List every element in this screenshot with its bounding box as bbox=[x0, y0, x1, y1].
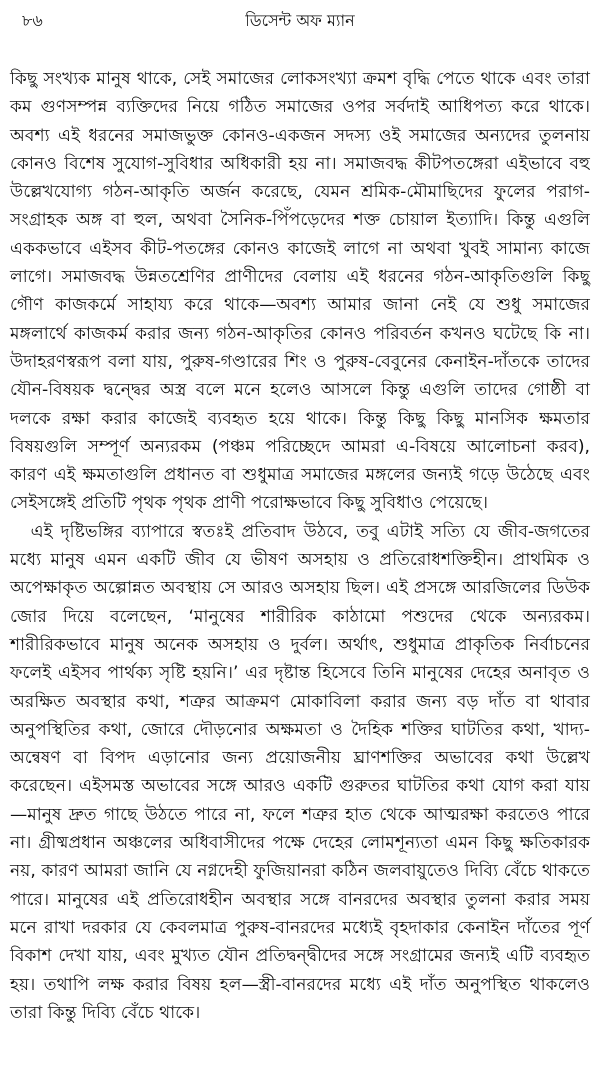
page-number: ৮৬ bbox=[22, 11, 43, 30]
body-text bbox=[10, 65, 590, 1027]
book-title: ডিসেন্ট অফ ম্যান bbox=[245, 11, 355, 30]
paragraph-1: কিছু সংখ্যক মানুষ থাকে, সেই সমাজের লোকসংখ্যা ক্রমশ বৃদ্ধি পেতে থাকে এবং তারা কম গুণসম্পন্ন ব্যক্তিদের নিয়ে গঠিত সমাজের ওপর সর্বদাই আধিপত্য করে থাকে। অবশ্য এই ধরনের সমাজভুক্ত কোনও-একজন সদস্য ওই সমাজের অন্যদের তুলনায় কোনও বিশেষ সুযোগ-সুবিধার অধিকারী হয় না। সমাজবদ্ধ কীটপতঙ্গেরা এইভাবে বহু উল্লেখযোগ্য গঠন-আকৃতি অর্জন করেছে, যেমন শ্রমিক-মৌমাছিদের ফুলের পরাগ-সংগ্রাহক অঙ্গ বা হুল, অথবা সৈনিক-পিঁপড়েদের শক্ত চোয়াল ইত্যাদি। কিন্তু এগুলি এককভাবে এইসব কীট-পতঙ্গের কোনও কাজেই লাগে না অথবা খুবই সামান্য কাজে লাগে। সমাজবদ্ধ উন্নতশ্রেণির প্রাণীদের বেলায় এই ধরনের গঠন-আকৃতিগুলি কিছু গৌণ কাজকর্মে সাহায্য করে থাকে—অবশ্য আমার জানা নেই যে শুধু সমাজের মঙ্গলার্থে কাজকর্ম করার জন্য গঠন-আকৃতির কোনও পরিবর্তন কখনও ঘটেছে কি না। উদাহরণস্বরূপ বলা যায়, পুরুষ-গণ্ডারের শিং ও পুরুষ-বেবুনের কেনাইন-দাঁতকে তাদের যৌন-বিষয়ক দ্বন্দ্বের অস্ত্র বলে মনে হলেও আসলে কিন্তু এগুলি তাদের গোষ্ঠী বা দলকে রক্ষা করার কাজেই ব্যবহৃত হয়ে থাকে। কিন্তু কিছু কিছু মানসিক ক্ষমতার বিষয়গুলি সম্পূর্ণ অন্যরকম (পঞ্চম পরিচ্ছেদে আমরা এ-বিষয়ে আলোচনা করব), কারণ এই ক্ষমতাগুলি প্রধানত বা শুধুমাত্র সমাজের মঙ্গলের জন্যই গড়ে উঠেছে এবং সেইসঙ্গেই প্রতিটি পৃথক পৃথক প্রাণী পরোক্ষভাবে কিছু সুবিধাও পেয়েছে। bbox=[10, 69, 590, 514]
paragraph-2: এই দৃষ্টিভঙ্গির ব্যাপারে স্বতঃই প্রতিবাদ উঠবে, তবু এটাই সত্যি যে জীব-জগতের মধ্যে মানুষ এমন একটি জীব যে ভীষণ অসহায় ও প্রতিরোধশক্তিহীন। প্রাথমিক ও অপেক্ষাকৃত অল্পোন্নত অবস্থায় সে আরও অসহায় ছিল। এই প্রসঙ্গে আরজিলের ডিউক জোর দিয়ে বলেছেন, ‘মানুষের শারীরিক কাঠামো পশুদের থেকে অন্যরকম। শারীরিকভাবে মানুষ অনেক অসহায় ও দুর্বল। অর্থাৎ, শুধুমাত্র প্রাকৃতিক নির্বাচনের ফলেই এইসব পার্থক্য সৃষ্টি হয়নি।’ এর দৃষ্টান্ত হিসেবে তিনি মানুষের দেহের অনাবৃত ও অরক্ষিত অবস্থার কথা, শত্রুর আক্রমণ মোকাবিলা করার জন্য বড় দাঁত বা থাবার অনুপস্থিতির কথা, জোরে দৌড়নোর অক্ষমতা ও দৈহিক শক্তির ঘাটতির কথা, খাদ্য-অন্বেষণ বা বিপদ এড়ানোর জন্য প্রয়োজনীয় ঘ্রাণশক্তির অভাবের কথা উল্লেখ করেছেন। এইসমস্ত অভাবের সঙ্গে আরও একটি গুরুতর ঘাটতির কথা যোগ করা যায়—মানুষ দ্রুত গাছে উঠতে পারে না, ফলে শত্রুর হাত থেকে আত্মরক্ষা করতেও পারে না। গ্রীষ্মপ্রধান অঞ্চলের অধিবাসীদের পক্ষে দেহের লোমশূন্যতা এমন কিছু ক্ষতিকারক নয়, কারণ আমরা জানি যে নগ্নদেহী ফুজিয়ানরা কঠিন জলবায়ুতেও দিব্যি বেঁচে থাকতে পারে। মানুষের এই প্রতিরোধহীন অবস্থার সঙ্গে বানরদের অবস্থার তুলনা করার সময় মনে রাখা দরকার যে কেবলমাত্র পুরুষ-বানরদের মধ্যেই বৃহদাকার কেনাইন দাঁতের পূর্ণ বিকাশ দেখা যায়, এবং মুখ্যত যৌন প্রতিদ্বন্দ্বীদের সঙ্গে সংগ্রামের জন্যই এটি ব্যবহৃত হয়। তথাপি লক্ষ করার বিষয় হল—স্ত্রী-বানরদের মধ্যে এই দাঁত অনুপস্থিত থাকলেও তারা কিন্তু দিব্যি বেঁচে থাকে। bbox=[10, 521, 590, 1023]
running-head bbox=[10, 0, 590, 38]
